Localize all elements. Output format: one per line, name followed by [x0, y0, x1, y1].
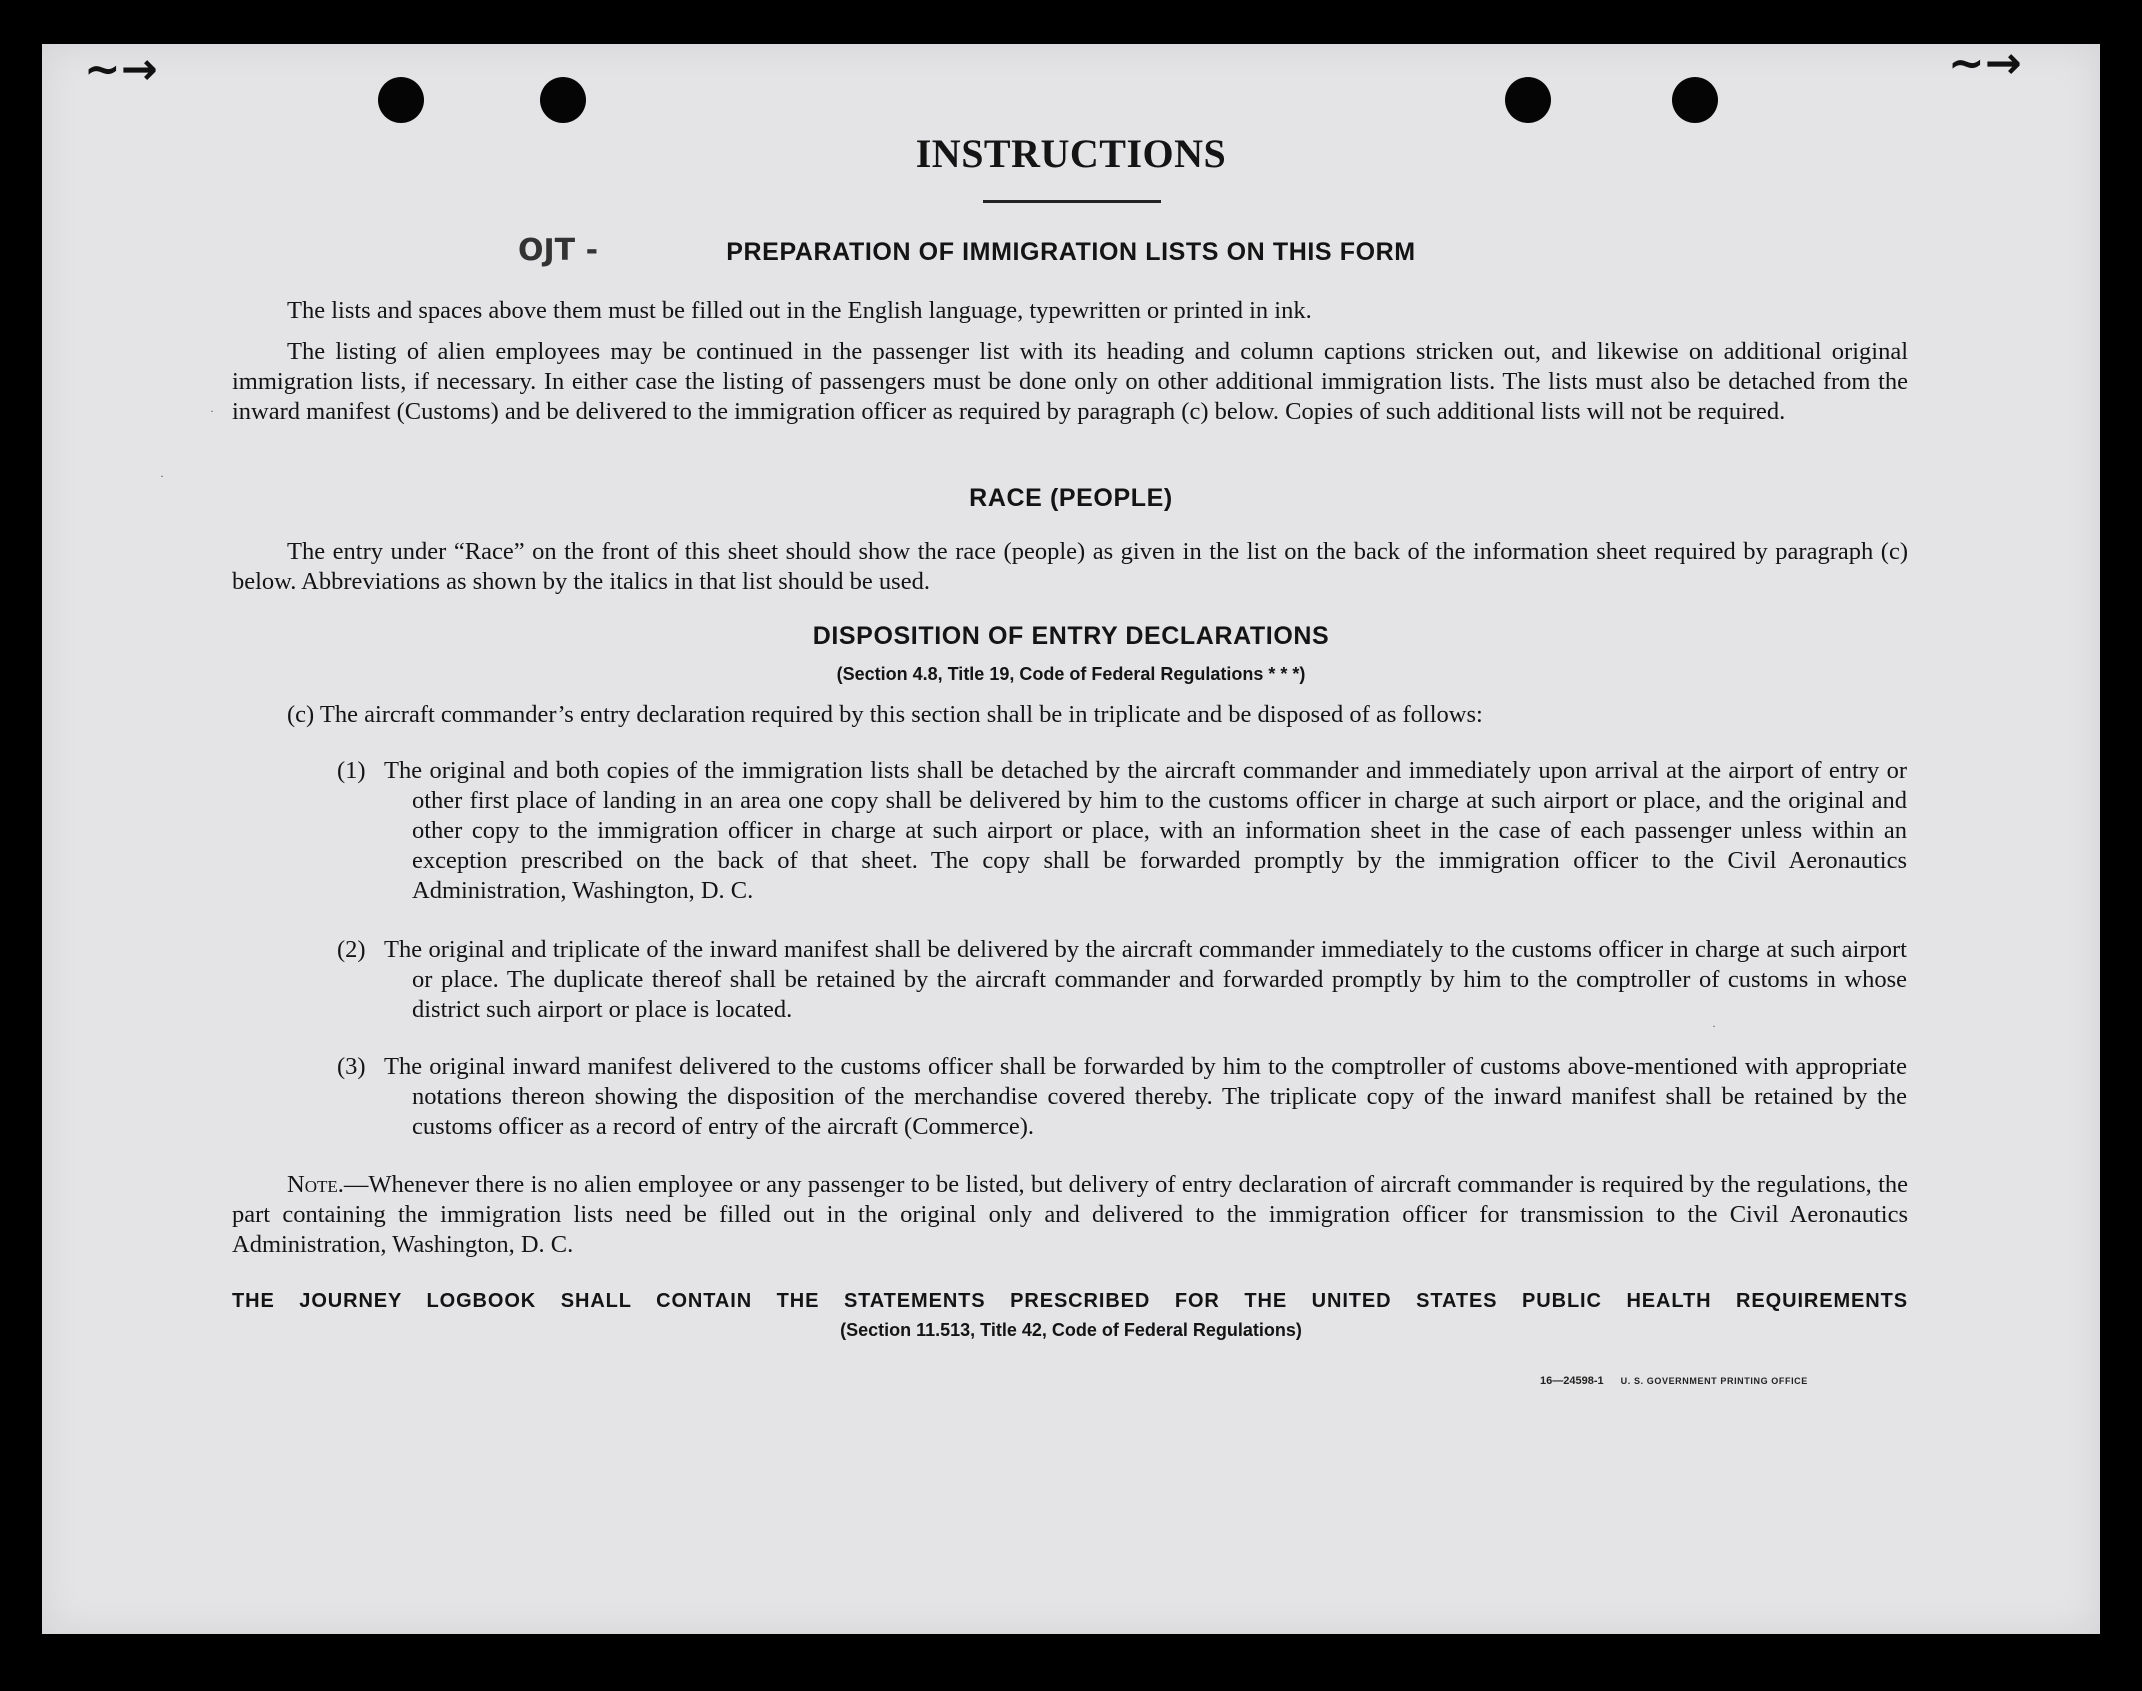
- stray-mark: ·: [1712, 1019, 1716, 1033]
- punch-hole: [378, 77, 424, 123]
- stray-mark: ·: [160, 469, 164, 483]
- print-imprint: [1540, 1375, 1808, 1387]
- disposition-item-2: [337, 935, 1907, 1025]
- preparation-para-1: The lists and spaces above them must be filled out in the English language, typewritten or printed in ink.: [287, 297, 1312, 324]
- health-statement: THE JOURNEY LOGBOOK SHALL CONTAIN THE STATEMENTS PRESCRIBED FOR THE UNITED STATES PUBLIC HEALTH REQUIREMENTS: [232, 1290, 1908, 1312]
- preparation-heading: PREPARATION OF IMMIGRATION LISTS ON THIS FORM: [726, 238, 1416, 266]
- health-reference: (Section 11.513, Title 42, Code of Federal Regulations): [840, 1320, 1302, 1340]
- item-number: (2): [337, 936, 366, 963]
- stray-mark: ·: [210, 404, 214, 418]
- disposition-item-3: [337, 1052, 1907, 1142]
- item-text: The original and both copies of the immigration lists shall be detached by the aircraft commander and immediately upon arrival at the airport of entry or other first place of landing in an area one copy shall be delivered by him to the customs officer in charge at such airport or place, and the original and other copy to the immigration officer in charge at such airport or place, with an information sheet in the case of each passenger unless within an exception prescribed on the back of that sheet. The copy shall be forwarded promptly by the immigration officer to the Civil Aeronautics Administration, Washington, D. C.: [384, 757, 1907, 904]
- punch-hole: [1672, 77, 1718, 123]
- page-title: INSTRUCTIONS: [915, 131, 1227, 176]
- race-heading: RACE (PEOPLE): [969, 484, 1173, 512]
- imprint-office: U. S. GOVERNMENT PRINTING OFFICE: [1620, 1376, 1808, 1386]
- disposition-reference: (Section 4.8, Title 19, Code of Federal Regulations * * *): [836, 664, 1306, 684]
- race-para: The entry under “Race” on the front of this sheet should show the race (people) as given in the list on the back of the information sheet required by paragraph (c) below. Abbreviations as shown by the italics in that list should be used.: [232, 538, 1908, 595]
- disposition-item-1: [337, 756, 1907, 906]
- preparation-para-2: The listing of alien employees may be continued in the passenger list with its heading and column captions stricken out, and likewise on additional original immigration lists, if necessary. In either case the listing of passengers must be done only on other additional immigration lists. The lists must also be detached from the inward manifest (Customs) and be delivered to the immigration officer as required by paragraph (c) below. Copies of such additional lists will not be required.: [232, 338, 1908, 425]
- item-text: The original inward manifest delivered to the customs officer shall be forwarded by him to the comptroller of customs above-mentioned with appropriate notations thereon showing the disposition of the merchandise covered thereby. The triplicate copy of the inward manifest shall be retained by the customs officer as a record of entry of the aircraft (Commerce).: [384, 1053, 1907, 1140]
- corner-scan-mark: ∼→: [1948, 38, 2022, 89]
- show-through-text: [262, 180, 304, 216]
- item-text: The original and triplicate of the inward manifest shall be delivered by the aircraft commander immediately to the customs officer in charge at such airport or place. The duplicate thereof shall be retained by the aircraft commander and forwarded promptly by him to the comptroller of customs in whose district such airport or place is located.: [384, 936, 1907, 1023]
- disposition-intro: (c) The aircraft commander’s entry declaration required by this section shall be in triplicate and be disposed of as follows:: [287, 701, 1483, 728]
- imprint-code: 16—24598-1: [1540, 1375, 1604, 1387]
- note-text: —Whenever there is no alien employee or any passenger to be listed, but delivery of entry declaration of aircraft commander is required by the regulations, the part containing the immigration lists need be filled out in the original only and delivered to the immigration officer for transmission to the Civil Aeronautics Administration, Washington, D. C.: [232, 1171, 1908, 1258]
- item-number: (1): [337, 757, 366, 784]
- punch-hole: [540, 77, 586, 123]
- note-paragraph: [232, 1170, 1908, 1260]
- disposition-heading: DISPOSITION OF ENTRY DECLARATIONS: [812, 622, 1330, 650]
- punch-hole: [1505, 77, 1551, 123]
- note-lead: Note.: [287, 1171, 344, 1198]
- title-underline: [983, 200, 1161, 203]
- item-number: (3): [337, 1053, 366, 1080]
- corner-scan-mark: ∼→: [84, 44, 158, 95]
- handwritten-mark: OJT -: [518, 233, 599, 268]
